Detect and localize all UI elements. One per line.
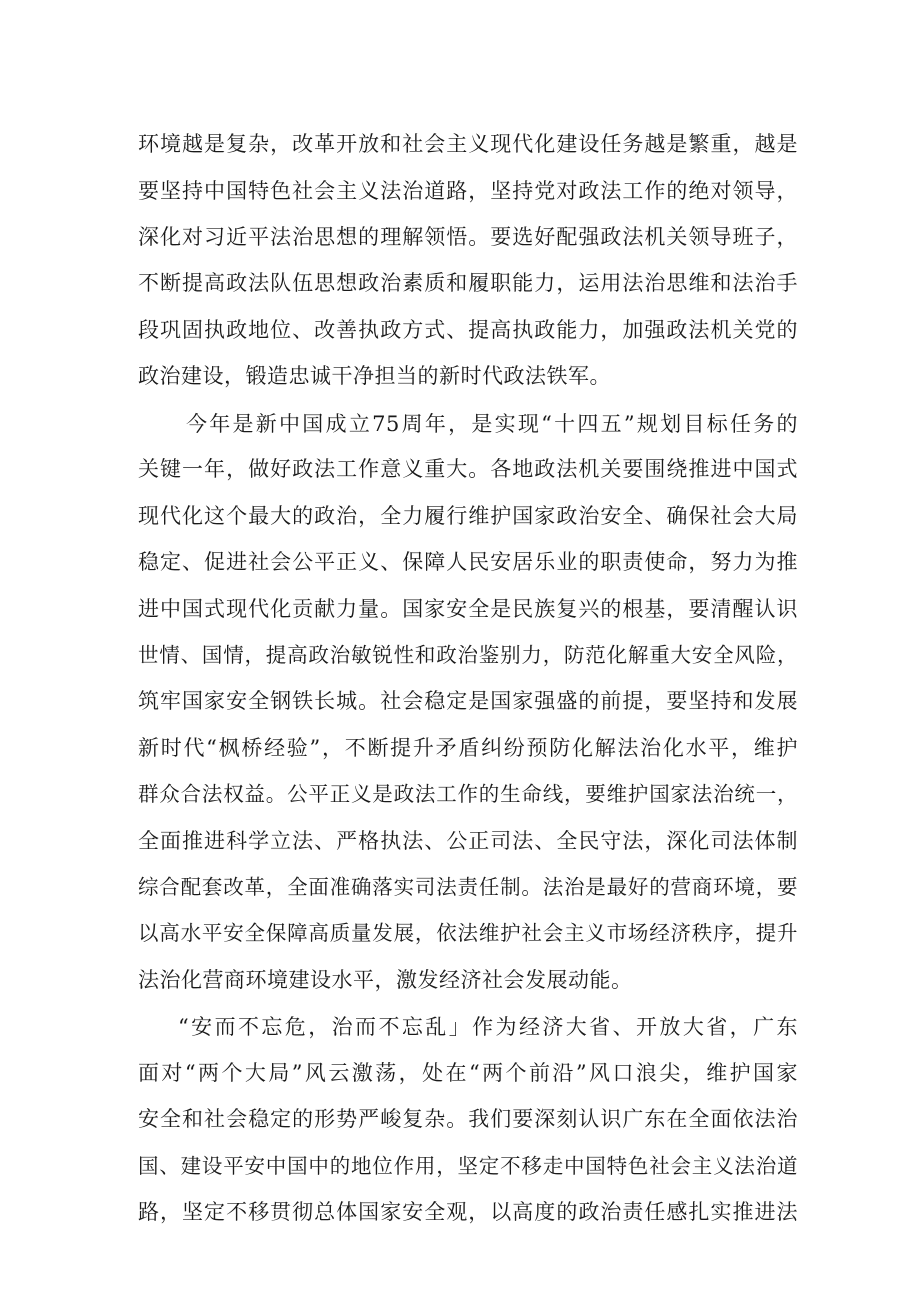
- text-line: 筑牢国家安全钢铁长城。社会稳定是国家强盛的前提，要坚持和发展: [138, 689, 798, 713]
- text-line: 稳定、促进社会公平正义、保障人民安居乐业的职责使命，努力为推: [138, 550, 798, 574]
- text-line: 深化对习近平法治思想的理解领悟。要选好配强政法机关领导班子，: [138, 225, 798, 249]
- text-line: 进中国式现代化贡献力量。国家安全是民族复兴的根基，要清醒认识: [138, 597, 798, 621]
- text-line: 国、建设平安中国中的地位作用，坚定不移走中国特色社会主义法治道: [138, 1154, 798, 1178]
- text-line: 不断提高政法队伍思想政治素质和履职能力，运用法治思维和法治手: [138, 271, 798, 295]
- text-line: 现代化这个最大的政治，全力履行维护国家政治安全、确保社会大局: [138, 504, 798, 528]
- text-line: 政治建设，锻造忠诚干净担当的新时代政法铁军。: [138, 364, 611, 388]
- text-line: 全面推进科学立法、严格执法、公正司法、全民守法，深化司法体制: [138, 829, 798, 853]
- text-line: “安而不忘危，治而不忘乱」作为经济大省、开放大省，广东: [178, 1015, 798, 1039]
- text-line: 群众合法权益。公平正义是政法工作的生命线，要维护国家法治统一，: [138, 782, 798, 806]
- text-line: 关键一年，做好政法工作意义重大。各地政法机关要围绕推进中国式: [138, 457, 798, 481]
- text-line: 综合配套改革，全面准确落实司法责任制。法治是最好的营商环境，要: [138, 875, 798, 899]
- text-line: 面对“两个大局”风云激荡，处在“两个前沿”风口浪尖，维护国家: [138, 1061, 798, 1085]
- text-line: 环境越是复杂，改革开放和社会主义现代化建设任务越是繁重，越是: [138, 132, 798, 156]
- text-line: 以高水平安全保障高质量发展，依法维护社会主义市场经济秩序，提升: [138, 921, 798, 945]
- text-line: 法治化营商环境建设水平，激发经济社会发展动能。: [138, 968, 633, 992]
- text-line: 安全和社会稳定的形势严峻复杂。我们要深刻认识广东在全面依法治: [138, 1107, 798, 1131]
- text-line: 路，坚定不移贯彻总体国家安全观，以高度的政治责任感扎实推进法: [138, 1200, 798, 1224]
- text-line: 段巩固执政地位、改善执政方式、提高执政能力，加强政法机关党的: [138, 318, 798, 342]
- text-line: 世情、国情，提高政治敏锐性和政治鉴别力，防范化解重大安全风险，: [138, 643, 798, 667]
- text-line: 今年是新中国成立75周年，是实现“十四五”规划目标任务的: [186, 412, 798, 436]
- text-line: 新时代“枫桥经验”，不断提升矛盾纠纷预防化解法治化水平，维护: [138, 736, 798, 760]
- text-line: 要坚持中国特色社会主义法治道路，坚持党对政法工作的绝对领导，: [138, 179, 798, 203]
